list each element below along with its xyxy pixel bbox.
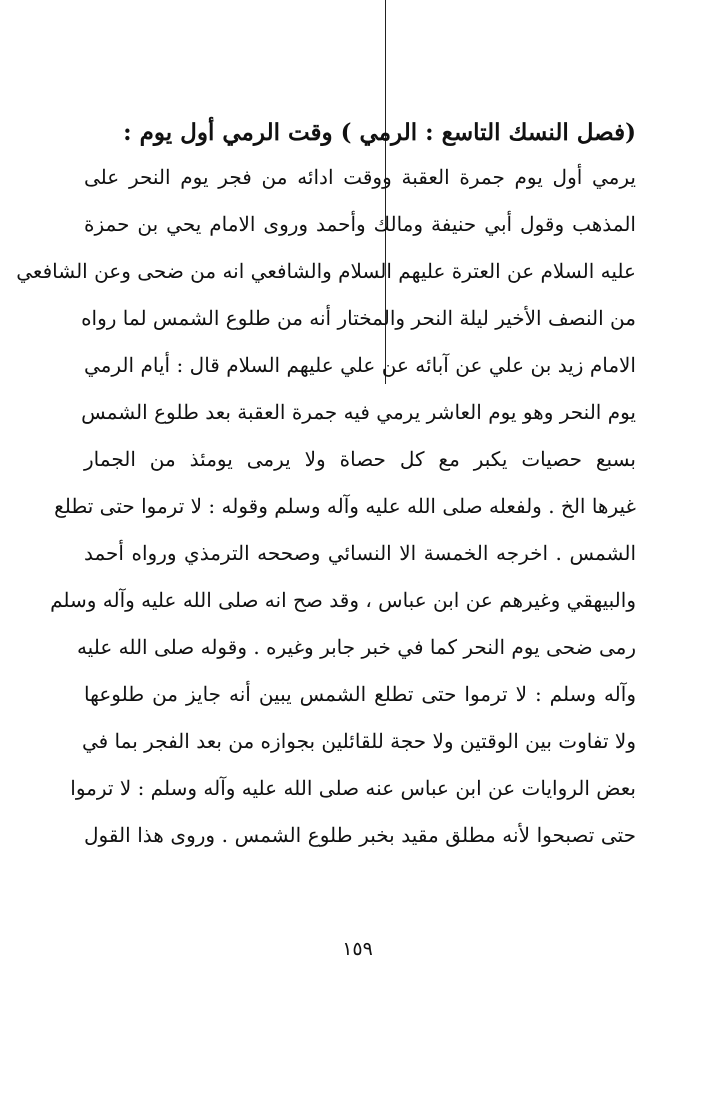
- text-line: ولا تفاوت بين الوقتين ولا حجة للقائلين بجوازه من بعد الفجر بما في: [81, 729, 636, 753]
- page-number: ١٥٩: [342, 938, 373, 960]
- text-line: يوم النحر وهو يوم العاشر يرمي فيه جمرة العقبة بعد طلوع الشمس: [81, 400, 636, 424]
- text-line: بعض الروايات عن ابن عباس عنه صلى الله عليه وآله وسلم : لا ترموا: [70, 776, 636, 800]
- text-line: والبيهقي وغيرهم عن ابن عباس ، وقد صح انه صلى الله عليه وآله وسلم: [50, 588, 636, 612]
- text-line: حتى تصبحوا لأنه مطلق مقيد بخبر طلوع الشمس . وروى هذا القول: [84, 823, 636, 847]
- text-line: غيرها الخ . ولفعله صلى الله عليه وآله وسلم وقوله : لا ترموا حتى تطلع: [54, 494, 636, 518]
- text-line: رمى ضحى يوم النحر كما في خبر جابر وغيره . وقوله صلى الله عليه: [76, 635, 636, 659]
- text-line: يرمي أول يوم جمرة العقبة ووقت ادائه من فجر يوم النحر على: [84, 165, 636, 189]
- page-text-block: [16, 112, 636, 859]
- text-line: عليه السلام عن العترة عليهم السلام والشافعي انه من ضحى وعن الشافعي: [16, 259, 636, 283]
- text-line: الشمس . اخرجه الخمسة الا النسائي وصححه الترمذي ورواه أحمد: [84, 541, 636, 565]
- text-line: المذهب وقول أبي حنيفة ومالك وأحمد وروى الامام يحي بن حمزة: [84, 212, 636, 236]
- text-line: وآله وسلم : لا ترموا حتى تطلع الشمس يبين أنه جايز من طلوعها: [84, 682, 636, 706]
- text-line: من النصف الأخير ليلة النحر والمختار أنه من طلوع الشمس لما رواه: [81, 306, 636, 330]
- text-line: بسبع حصيات يكبر مع كل حصاة ولا يرمى يومئذ من الجمار: [84, 447, 636, 471]
- text-line: الامام زيد بن علي عن آبائه عن علي عليهم السلام قال : أيام الرمي: [84, 353, 636, 377]
- section-heading: (فصل النسك التاسع : الرمي ) وقت الرمي أول يوم :: [123, 119, 636, 146]
